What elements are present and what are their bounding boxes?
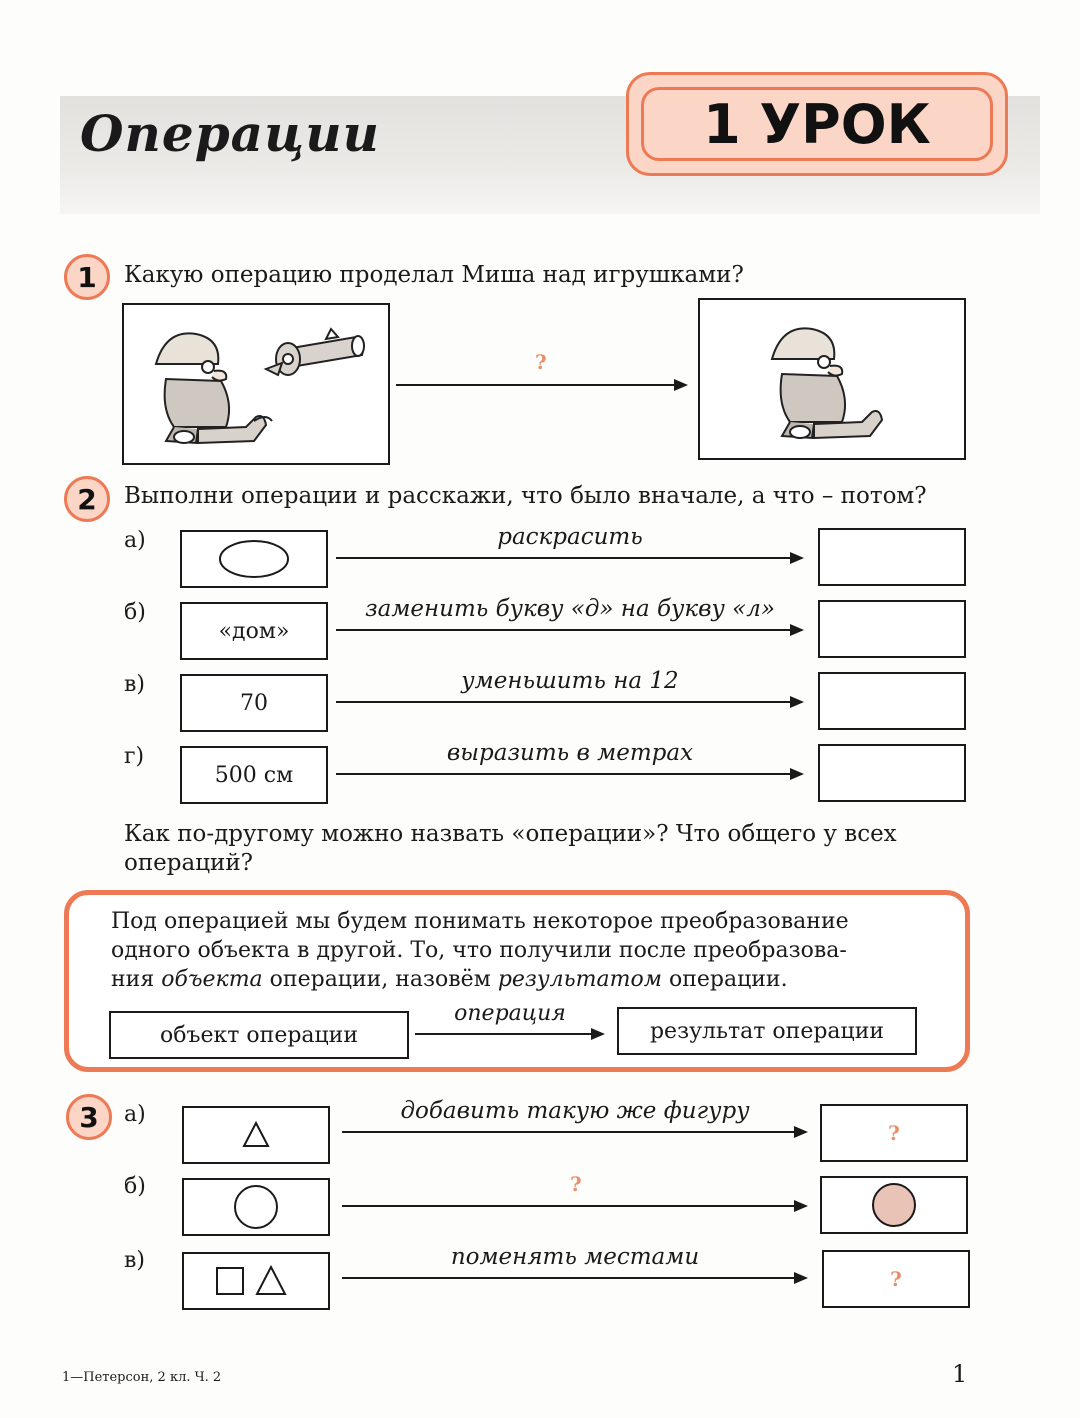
task-2-row-g-label: г) xyxy=(124,744,145,769)
task-2-row-a-arrow xyxy=(336,557,802,559)
task-2-row-v-result xyxy=(818,672,966,730)
task-2-row-v-arrow xyxy=(336,701,802,703)
task-1-before-box xyxy=(122,303,390,465)
task-2-row-b-result xyxy=(818,600,966,658)
soldier-image xyxy=(732,304,932,454)
definition-text xyxy=(111,907,941,994)
task-2-row-g-result xyxy=(818,744,966,802)
task-2-row-v-input xyxy=(180,674,328,732)
task-2-row-g-input-text: 500 см xyxy=(214,762,294,788)
definition-line-1: Под операцией мы будем понимать некоторое преобразование xyxy=(111,909,849,934)
task-2-row-b-input-text: «дом» xyxy=(218,618,290,644)
task-2-row-v-input-text: 70 xyxy=(240,690,268,716)
object-box xyxy=(109,1011,409,1059)
task-2-row-v-op: уменьшить на 12 xyxy=(461,668,679,694)
task-3-row-b-arrow xyxy=(342,1205,806,1207)
definition-line-2: одного объекта в другой. То, что получили после преобразова- xyxy=(111,938,847,963)
task-1-op-question: ? xyxy=(535,350,547,374)
task-2-followup: Как по-другому можно назвать «операции»? Что общего у всех операций? xyxy=(124,821,897,876)
task-2-row-g-arrow xyxy=(336,773,802,775)
oval-shape xyxy=(214,537,294,581)
lesson-label: 1 УРОК xyxy=(641,87,993,161)
triangle-shape xyxy=(241,1120,271,1150)
soldier-and-cannon-image xyxy=(126,309,386,459)
result-box-text: результат операции xyxy=(649,1018,885,1044)
task-3-row-a-result-question: ? xyxy=(888,1121,900,1145)
task-1-after-box xyxy=(698,298,966,460)
task-3-row-b-result xyxy=(820,1176,968,1234)
lesson-badge xyxy=(626,72,1008,176)
page-number: 1 xyxy=(952,1360,968,1388)
task-3-row-v-input xyxy=(182,1252,330,1310)
task-3-row-a-label: а) xyxy=(124,1102,146,1127)
task-2-question: Выполни операции и расскажи, что было вначале, а что – потом? xyxy=(124,483,927,509)
task-2-row-b-input xyxy=(180,602,328,660)
task-3-row-b-input xyxy=(182,1178,330,1236)
task-2-row-b-label: б) xyxy=(124,600,146,625)
task-3-row-v-label: в) xyxy=(124,1248,145,1273)
filled-circle-shape xyxy=(869,1180,919,1230)
task-3-row-b-op: ? xyxy=(570,1172,582,1196)
task-3-row-v-op: поменять местами xyxy=(450,1244,700,1270)
task-3-row-a-input xyxy=(182,1106,330,1164)
definition-line-3: ния объекта операции, назовём результатом операции. xyxy=(111,967,788,992)
task-3-row-a-arrow xyxy=(342,1131,806,1133)
task-1-question: Какую операцию проделал Миша над игрушками? xyxy=(124,262,744,288)
task-2-row-v-label: в) xyxy=(124,672,145,697)
footer-source: 1—Петерсон, 2 кл. Ч. 2 xyxy=(62,1370,222,1385)
definition-box xyxy=(64,890,970,1072)
task-3-row-b-label: б) xyxy=(124,1174,146,1199)
circle-shape xyxy=(231,1182,281,1232)
task-3-row-v-result xyxy=(822,1250,970,1308)
task-2-row-a-label: а) xyxy=(124,528,146,553)
square-and-triangle-shapes xyxy=(211,1264,301,1298)
task-2-row-a-op: раскрасить xyxy=(497,524,643,550)
task-3-row-a-op: добавить такую же фигуру xyxy=(400,1098,750,1124)
task-2-row-a-result xyxy=(818,528,966,586)
result-box xyxy=(617,1007,917,1055)
task-2-number: 2 xyxy=(64,476,110,522)
definition-op-label: операция xyxy=(454,1001,566,1026)
task-3-row-v-arrow xyxy=(342,1277,806,1279)
task-3-row-v-result-question: ? xyxy=(890,1267,902,1291)
task-3-row-a-result xyxy=(820,1104,968,1162)
task-1-arrow xyxy=(396,384,686,386)
page-title: Операции xyxy=(80,104,380,163)
task-2-row-a-input xyxy=(180,530,328,588)
task-2-row-b-op: заменить букву «д» на букву «л» xyxy=(365,596,775,622)
task-2-row-b-arrow xyxy=(336,629,802,631)
task-2-row-g-input xyxy=(180,746,328,804)
definition-arrow xyxy=(415,1033,603,1035)
task-3-number: 3 xyxy=(66,1094,112,1140)
task-2-row-g-op: выразить в метрах xyxy=(446,740,694,766)
object-box-text: объект операции xyxy=(159,1022,359,1048)
task-1-number: 1 xyxy=(64,254,110,300)
